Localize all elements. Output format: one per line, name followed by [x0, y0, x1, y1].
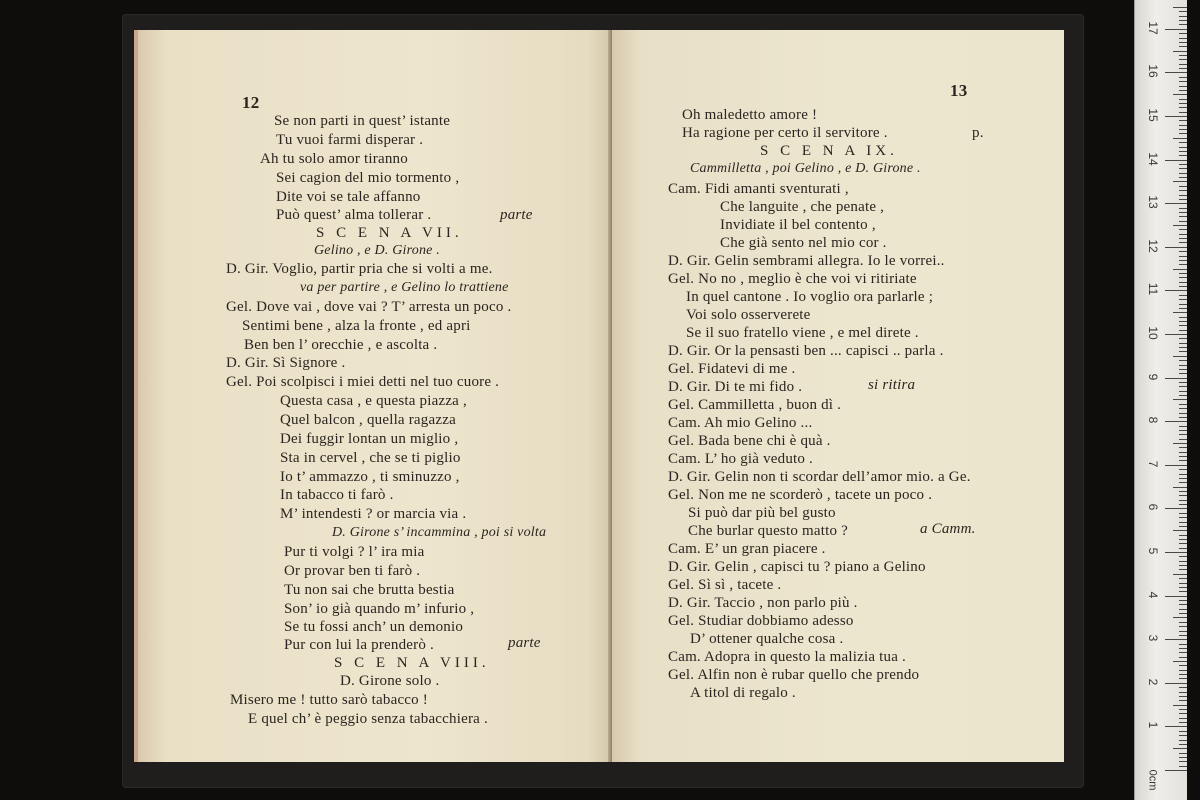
ruler-tick — [1173, 138, 1187, 139]
ruler-tick — [1179, 491, 1187, 492]
ruler-tick — [1179, 11, 1187, 12]
text-line: D’ ottener qualche cosa . — [690, 631, 844, 647]
ruler-tick — [1179, 766, 1187, 767]
scene-heading: S C E N A VIII. — [334, 655, 490, 671]
text-line: Ah tu solo amor tiranno — [260, 151, 408, 167]
ruler-tick — [1179, 216, 1187, 217]
ruler-tick — [1179, 16, 1187, 17]
ruler-label: 5 — [1146, 547, 1160, 555]
ruler-tick — [1179, 522, 1187, 523]
ruler-tick — [1179, 587, 1187, 588]
ruler-tick — [1179, 561, 1187, 562]
ruler-tick — [1179, 657, 1187, 658]
text-line: E quel ch’ è peggio senza tabacchiera . — [248, 711, 488, 727]
text-line: Cam. Fidi amanti sventurati , — [668, 181, 849, 197]
ruler-label: 13 — [1146, 195, 1160, 209]
ruler-tick — [1179, 535, 1187, 536]
ruler-tick — [1173, 748, 1187, 749]
ruler-tick — [1179, 713, 1187, 714]
ruler-tick — [1179, 86, 1187, 87]
ruler-tick — [1179, 430, 1187, 431]
ruler-tick — [1179, 631, 1187, 632]
ruler-tick — [1179, 221, 1187, 222]
ruler-label: 0cm — [1146, 769, 1159, 791]
ruler-tick — [1165, 639, 1187, 640]
ruler-tick — [1165, 421, 1187, 422]
ruler-tick — [1179, 168, 1187, 169]
ruler-tick — [1179, 413, 1187, 414]
ruler-tick — [1179, 282, 1187, 283]
text-line: In quel cantone . Io voglio ora parlarle ; — [686, 289, 934, 305]
ruler-tick — [1173, 487, 1187, 488]
text-line: Questa casa , e questa piazza , — [280, 393, 467, 409]
ruler-tick — [1179, 125, 1187, 126]
text-line: Oh maledetto amore ! — [682, 107, 818, 123]
ruler-label: 14 — [1146, 151, 1160, 166]
ruler-label: 9 — [1146, 373, 1160, 380]
ruler-tick — [1179, 256, 1187, 257]
ruler-tick — [1179, 234, 1187, 235]
ruler-tick — [1179, 321, 1187, 322]
stage-direction: p. — [972, 125, 984, 141]
text-line: Gel. Dove vai , dove vai ? T’ arresta un poco . — [226, 299, 512, 315]
ruler-tick — [1179, 38, 1187, 39]
text-line: D. Gir. Gelin sembrami allegra. Io le vorrei.. — [668, 253, 945, 269]
ruler-tick — [1173, 269, 1187, 270]
ruler-tick — [1179, 434, 1187, 435]
ruler-tick — [1179, 343, 1187, 344]
ruler-tick — [1179, 408, 1187, 409]
ruler-tick — [1179, 208, 1187, 209]
text-line: D. Gir. Voglio, partir pria che si volti a me. — [226, 261, 493, 277]
ruler-tick — [1179, 199, 1187, 200]
text-line: Gel. Non me ne scorderò , tacete un poco . — [668, 487, 933, 503]
ruler-tick — [1179, 718, 1187, 719]
ruler-label: 2 — [1146, 678, 1160, 686]
ruler-tick — [1173, 530, 1187, 531]
ruler-tick — [1179, 133, 1187, 134]
scene-heading: S C E N A IX. — [760, 143, 898, 159]
text-line: Se non parti in quest’ istante — [274, 113, 451, 129]
text-line: Gel. No no , meglio è che voi vi ritiriate — [668, 271, 917, 287]
text-line: Gel. Alfin non è rubar quello che prendo — [668, 667, 920, 683]
ruler-tick — [1179, 722, 1187, 723]
ruler-tick — [1173, 443, 1187, 444]
text-line: D. Gir. Di te mi fido . — [668, 379, 803, 395]
ruler-label: 6 — [1146, 504, 1160, 511]
ruler-tick — [1179, 395, 1187, 396]
ruler-tick — [1179, 609, 1187, 610]
ruler-tick — [1179, 556, 1187, 557]
ruler-tick — [1179, 195, 1187, 196]
ruler-tick — [1173, 617, 1187, 618]
ruler-tick — [1179, 604, 1187, 605]
ruler-tick — [1179, 120, 1187, 121]
ruler-tick — [1179, 500, 1187, 501]
ruler-tick — [1179, 273, 1187, 274]
ruler-tick — [1179, 129, 1187, 130]
ruler-tick — [1165, 378, 1187, 379]
text-line: D. Gir. Taccio , non parlo più . — [668, 595, 858, 611]
text-line: Gel. Studiar dobbiamo adesso — [668, 613, 854, 629]
text-line: Cam. L’ ho già veduto . — [668, 451, 813, 467]
text-line: Son’ io già quando m’ infurio , — [284, 601, 475, 617]
text-line: Gel. Bada bene chi è quà . — [668, 433, 831, 449]
ruler-tick — [1179, 99, 1187, 100]
ruler-tick — [1173, 51, 1187, 52]
text-line: Che languite , che penate , — [720, 199, 885, 215]
ruler-tick — [1173, 356, 1187, 357]
ruler-tick — [1173, 312, 1187, 313]
ruler-tick — [1179, 622, 1187, 623]
ruler-label: 1 — [1146, 722, 1160, 729]
ruler-tick — [1179, 652, 1187, 653]
ruler-tick — [1179, 569, 1187, 570]
ruler-tick — [1179, 753, 1187, 754]
ruler-tick — [1179, 740, 1187, 741]
ruler-label: 7 — [1146, 460, 1160, 468]
ruler-tick — [1179, 90, 1187, 91]
ruler-tick — [1179, 578, 1187, 579]
ruler-tick — [1179, 260, 1187, 261]
ruler-tick — [1173, 705, 1187, 706]
ruler-tick — [1179, 700, 1187, 701]
ruler-tick — [1179, 757, 1187, 758]
ruler-tick — [1179, 64, 1187, 65]
page-number: 13 — [950, 81, 968, 100]
ruler-tick — [1179, 212, 1187, 213]
left-page — [134, 30, 616, 762]
ruler-tick — [1165, 203, 1187, 204]
ruler-tick — [1179, 20, 1187, 21]
ruler-tick — [1179, 360, 1187, 361]
ruler-tick — [1179, 308, 1187, 309]
text-line: In tabacco ti farò . — [280, 487, 394, 503]
ruler-tick — [1179, 229, 1187, 230]
ruler-tick — [1179, 517, 1187, 518]
text-line: Gel. Fidatevi di me . — [668, 361, 796, 377]
page-number: 12 — [242, 93, 260, 112]
ruler-tick — [1179, 391, 1187, 392]
text-line: Dite voi se tale affanno — [276, 189, 421, 205]
ruler-tick — [1179, 644, 1187, 645]
ruler-tick — [1179, 164, 1187, 165]
ruler-tick — [1179, 439, 1187, 440]
text-line: Ben ben l’ orecchie , e ascolta . — [244, 337, 438, 353]
ruler-tick — [1165, 247, 1187, 248]
ruler-tick — [1165, 726, 1187, 727]
text-line: Pur ti volgi ? l’ ira mia — [284, 544, 425, 560]
ruler-tick — [1179, 460, 1187, 461]
ruler-tick — [1179, 513, 1187, 514]
ruler-tick — [1179, 526, 1187, 527]
ruler-tick — [1179, 696, 1187, 697]
ruler-tick — [1165, 770, 1187, 771]
ruler-tick — [1179, 33, 1187, 34]
character-list: Cammilletta , poi Gelino , e D. Girone . — [690, 161, 921, 176]
text-line: Cam. E’ un gran piacere . — [668, 541, 826, 557]
ruler-tick — [1179, 317, 1187, 318]
ruler-tick — [1179, 295, 1187, 296]
ruler-tick — [1179, 692, 1187, 693]
ruler-tick — [1179, 173, 1187, 174]
ruler-tick — [1179, 447, 1187, 448]
text-line: Ha ragione per certo il servitore . — [682, 125, 888, 141]
text-line: Io t’ ammazzo , ti sminuzzo , — [280, 469, 460, 485]
ruler-tick — [1179, 238, 1187, 239]
ruler-tick — [1179, 583, 1187, 584]
ruler-tick — [1179, 761, 1187, 762]
text-line: Si può dar più bel gusto — [688, 505, 836, 521]
right-page — [612, 30, 1064, 762]
ruler-tick — [1179, 613, 1187, 614]
text-line: Gel. Sì sì , tacete . — [668, 577, 782, 593]
ruler-tick — [1179, 417, 1187, 418]
ruler-tick — [1179, 42, 1187, 43]
ruler-tick — [1179, 264, 1187, 265]
stage-direction: va per partire , e Gelino lo trattiene — [300, 280, 509, 295]
text-line: D. Gir. Or la pensasti ben ... capisci .. parla . — [668, 343, 944, 359]
ruler-tick — [1179, 543, 1187, 544]
ruler-tick — [1173, 94, 1187, 95]
ruler-tick — [1179, 404, 1187, 405]
ruler-tick — [1179, 351, 1187, 352]
ruler-tick — [1173, 574, 1187, 575]
ruler-tick — [1173, 661, 1187, 662]
ruler-tick — [1165, 334, 1187, 335]
ruler-tick — [1173, 7, 1187, 8]
ruler-tick — [1179, 482, 1187, 483]
ruler-tick — [1179, 456, 1187, 457]
text-line: Sei cagion del mio tormento , — [276, 170, 460, 186]
ruler-tick — [1179, 68, 1187, 69]
ruler-tick — [1179, 504, 1187, 505]
text-line: Quel balcon , quella ragazza — [280, 412, 456, 428]
ruler-tick — [1179, 548, 1187, 549]
ruler-tick — [1179, 151, 1187, 152]
ruler-tick — [1179, 678, 1187, 679]
character-list: D. Girone solo . — [340, 673, 440, 689]
ruler-tick — [1179, 24, 1187, 25]
text-line: Se tu fossi anch’ un demonio — [284, 619, 464, 635]
ruler-label: 15 — [1146, 108, 1160, 122]
character-list: Gelino , e D. Girone . — [314, 243, 440, 258]
ruler-label: 4 — [1146, 591, 1160, 598]
ruler-tick — [1179, 709, 1187, 710]
ruler-tick — [1179, 648, 1187, 649]
ruler-tick — [1179, 735, 1187, 736]
text-line: Sta in cervel , che se ti piglio — [280, 450, 461, 466]
ruler-tick — [1179, 107, 1187, 108]
measuring-ruler — [1134, 0, 1187, 800]
ruler-tick — [1179, 251, 1187, 252]
ruler-label: 12 — [1146, 239, 1160, 253]
ruler-tick — [1179, 286, 1187, 287]
ruler-tick — [1179, 55, 1187, 56]
text-line: Misero me ! tutto sarò tabacco ! — [230, 692, 429, 708]
ruler-tick — [1179, 330, 1187, 331]
ruler-tick — [1173, 399, 1187, 400]
ruler-tick — [1165, 160, 1187, 161]
text-line: A titol di regalo . — [690, 685, 796, 701]
ruler-tick — [1173, 181, 1187, 182]
text-line: Può quest’ alma tollerar . — [276, 207, 432, 223]
ruler-tick — [1165, 683, 1187, 684]
ruler-tick — [1179, 665, 1187, 666]
stage-direction: si ritira — [868, 377, 916, 393]
text-line: D. Gir. Gelin non ti scordar dell’amor mio. a Ge. — [668, 469, 971, 485]
text-line: Dei fuggir lontan un miglio , — [280, 431, 459, 447]
ruler-tick — [1179, 46, 1187, 47]
text-line: Tu vuoi farmi disperar . — [276, 132, 424, 148]
ruler-tick — [1179, 382, 1187, 383]
ruler-tick — [1165, 29, 1187, 30]
text-line: Pur con lui la prenderò . — [284, 637, 434, 653]
ruler-tick — [1179, 474, 1187, 475]
ruler-tick — [1179, 674, 1187, 675]
ruler-tick — [1179, 744, 1187, 745]
ruler-tick — [1173, 225, 1187, 226]
ruler-tick — [1179, 190, 1187, 191]
ruler-label: 11 — [1146, 283, 1160, 296]
ruler-tick — [1179, 347, 1187, 348]
stage-direction: a Camm. — [920, 521, 976, 537]
stage-direction: parte — [508, 635, 541, 651]
scene-heading: S C E N A VII. — [316, 225, 463, 241]
ruler-tick — [1179, 670, 1187, 671]
text-line: D. Gir. Sì Signore . — [226, 355, 346, 371]
ruler-tick — [1179, 155, 1187, 156]
ruler-tick — [1179, 539, 1187, 540]
stage-direction: D. Girone s’ incammina , poi si volta — [332, 525, 547, 540]
ruler-tick — [1179, 495, 1187, 496]
ruler-label: 16 — [1146, 64, 1160, 79]
text-line: Se il suo fratello viene , e mel direte . — [686, 325, 919, 341]
ruler-tick — [1179, 635, 1187, 636]
ruler-tick — [1179, 186, 1187, 187]
text-line: Tu non sai che brutta bestia — [284, 582, 455, 598]
ruler-label: 17 — [1146, 21, 1160, 35]
ruler-label: 3 — [1146, 634, 1160, 642]
ruler-tick — [1179, 565, 1187, 566]
ruler-tick — [1179, 277, 1187, 278]
stage-direction: parte — [500, 207, 533, 223]
ruler-tick — [1165, 465, 1187, 466]
ruler-tick — [1179, 600, 1187, 601]
ruler-tick — [1179, 103, 1187, 104]
ruler-tick — [1179, 112, 1187, 113]
ruler-tick — [1179, 626, 1187, 627]
text-line: Or provar ben ti farò . — [284, 563, 421, 579]
text-line: Gel. Poi scolpisci i miei detti nel tuo cuore . — [226, 374, 500, 390]
ruler-tick — [1179, 687, 1187, 688]
ruler-tick — [1179, 147, 1187, 148]
ruler-tick — [1179, 369, 1187, 370]
ruler-tick — [1165, 508, 1187, 509]
ruler-tick — [1165, 596, 1187, 597]
ruler-tick — [1179, 338, 1187, 339]
ruler-tick — [1179, 373, 1187, 374]
text-line: M’ intendesti ? or marcia via . — [280, 506, 467, 522]
ruler-tick — [1179, 426, 1187, 427]
text-line: Voi solo osserverete — [686, 307, 811, 323]
ruler-tick — [1179, 142, 1187, 143]
ruler-label: 10 — [1146, 326, 1160, 340]
text-line: Cam. Ah mio Gelino ... — [668, 415, 813, 431]
text-line: Invidiate il bel contento , — [720, 217, 876, 233]
ruler-tick — [1179, 299, 1187, 300]
ruler-tick — [1179, 731, 1187, 732]
ruler-tick — [1165, 116, 1187, 117]
ruler-tick — [1179, 77, 1187, 78]
ruler-tick — [1165, 290, 1187, 291]
ruler-tick — [1179, 478, 1187, 479]
ruler-tick — [1179, 365, 1187, 366]
ruler-tick — [1179, 177, 1187, 178]
text-line: Cam. Adopra in questo la malizia tua . — [668, 649, 906, 665]
text-line: Gel. Cammilletta , buon dì . — [668, 397, 842, 413]
text-line: D. Gir. Gelin , capisci tu ? piano a Gelino — [668, 559, 926, 575]
ruler-tick — [1179, 469, 1187, 470]
ruler-tick — [1179, 304, 1187, 305]
ruler-tick — [1179, 59, 1187, 60]
ruler-tick — [1165, 72, 1187, 73]
text-line: Che già sento nel mio cor . — [720, 235, 887, 251]
ruler-tick — [1179, 452, 1187, 453]
text-line: Sentimi bene , alza la fronte , ed apri — [242, 318, 471, 334]
ruler-tick — [1179, 242, 1187, 243]
ruler-tick — [1179, 325, 1187, 326]
text-line: Che burlar questo matto ? — [688, 523, 848, 539]
ruler-tick — [1179, 591, 1187, 592]
ruler-label: 8 — [1146, 416, 1160, 424]
ruler-tick — [1165, 552, 1187, 553]
ruler-tick — [1179, 81, 1187, 82]
ruler-tick — [1179, 386, 1187, 387]
